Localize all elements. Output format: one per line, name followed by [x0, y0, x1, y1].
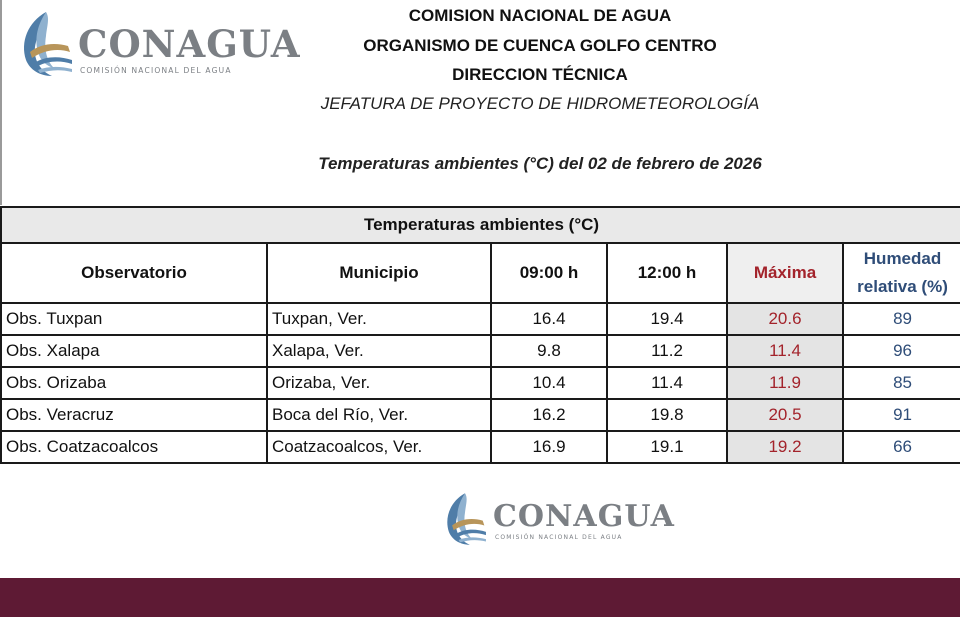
cell-0900: 16.2: [491, 399, 607, 431]
cell-humedad: 91: [843, 399, 960, 431]
cell-municipio: Coatzacoalcos, Ver.: [267, 431, 491, 463]
conagua-logo-bottom: [440, 490, 680, 548]
table-row: [1, 399, 960, 431]
cell-humedad: 96: [843, 335, 960, 367]
logo-subtitle: COMISIÓN NACIONAL DEL AGUA: [80, 66, 232, 75]
conagua-emblem-icon: [440, 490, 490, 548]
col-header-maxima: Máxima: [727, 243, 843, 303]
col-header-humedad-line1: Humedad: [863, 249, 942, 268]
header-line-2: ORGANISMO DE CUENCA GOLFO CENTRO: [363, 36, 717, 55]
footer-color-bar: [0, 578, 960, 617]
header-line-4: JEFATURA DE PROYECTO DE HIDROMETEOROLOGÍA: [320, 94, 760, 113]
table-header-row: [1, 243, 960, 303]
cell-observatorio: Obs. Orizaba: [1, 367, 267, 399]
col-header-0900: 09:00 h: [491, 243, 607, 303]
cell-maxima: 11.4: [727, 335, 843, 367]
cell-1200: 19.1: [607, 431, 727, 463]
temperature-table: [0, 206, 960, 464]
cell-humedad: 66: [843, 431, 960, 463]
cell-municipio: Orizaba, Ver.: [267, 367, 491, 399]
col-header-humedad: [843, 243, 960, 303]
col-header-observatorio: Observatorio: [1, 243, 267, 303]
cell-observatorio: Obs. Veracruz: [1, 399, 267, 431]
cell-0900: 16.9: [491, 431, 607, 463]
table-title: Temperaturas ambientes (°C): [1, 207, 960, 243]
cell-1200: 19.8: [607, 399, 727, 431]
cell-humedad: 85: [843, 367, 960, 399]
col-header-1200: 12:00 h: [607, 243, 727, 303]
cell-humedad: 89: [843, 303, 960, 335]
cell-municipio: Tuxpan, Ver.: [267, 303, 491, 335]
table-row: [1, 367, 960, 399]
header-line-1: COMISION NACIONAL DE AGUA: [408, 6, 672, 25]
header-line-3: DIRECCION TÉCNICA: [452, 65, 628, 84]
cell-maxima: 11.9: [727, 367, 843, 399]
cell-1200: 19.4: [607, 303, 727, 335]
logo-wordmark: CONAGUA: [78, 22, 301, 66]
table-row: [1, 431, 960, 463]
page-left-border: [0, 0, 2, 205]
col-header-municipio: Municipio: [267, 243, 491, 303]
cell-observatorio: Obs. Coatzacoalcos: [1, 431, 267, 463]
table-row: [1, 335, 960, 367]
cell-0900: 16.4: [491, 303, 607, 335]
cell-observatorio: Obs. Tuxpan: [1, 303, 267, 335]
cell-municipio: Boca del Río, Ver.: [267, 399, 491, 431]
conagua-logo-top: [16, 8, 306, 80]
cell-0900: 10.4: [491, 367, 607, 399]
table-title-row: [1, 207, 960, 243]
cell-1200: 11.4: [607, 367, 727, 399]
cell-0900: 9.8: [491, 335, 607, 367]
cell-1200: 11.2: [607, 335, 727, 367]
cell-observatorio: Obs. Xalapa: [1, 335, 267, 367]
cell-maxima: 20.6: [727, 303, 843, 335]
logo-wordmark: CONAGUA: [493, 499, 675, 534]
cell-maxima: 19.2: [727, 431, 843, 463]
table-row: [1, 303, 960, 335]
cell-maxima: 20.5: [727, 399, 843, 431]
cell-municipio: Xalapa, Ver.: [267, 335, 491, 367]
report-title: Temperaturas ambientes (°C) del 02 de febrero de 2026: [318, 154, 762, 173]
conagua-emblem-icon: [16, 8, 76, 80]
logo-subtitle: COMISIÓN NACIONAL DEL AGUA: [495, 534, 623, 541]
col-header-humedad-line2: relativa (%): [857, 277, 948, 296]
